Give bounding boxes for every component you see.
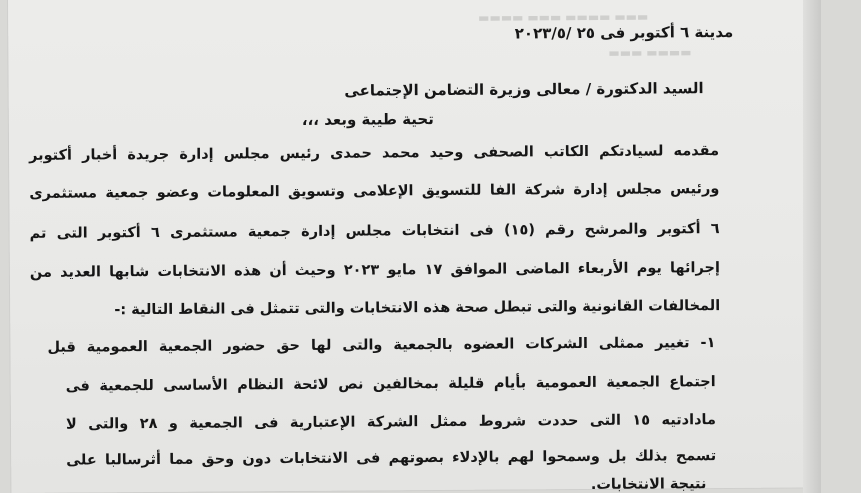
- addressee: السيد الدكتورة / معالى وزيرة التضامن الإجتماعى: [344, 79, 704, 100]
- body-line: المخالفات القانونية والتى تبطل صحة هذه الانتخابات والتى تتمثل فى النقاط التالية :-: [114, 298, 721, 319]
- point-line: نتيجة الانتخابات.: [590, 476, 707, 493]
- point-line: ١- تغيير ممثلى الشركات العضوه بالجمعية والتى لها حق حضور الجمعية العمومية قبل: [47, 335, 716, 356]
- paper-edge-shadow: [803, 0, 821, 493]
- body-line: مقدمه لسيادتكم الكاتب الصحفى وحيد محمد حمدى رئيس مجلس إدارة جريدة أخبار أكتوبر: [29, 143, 720, 164]
- point-line: مادادتيه ١٥ التى حددت شروط ممثل الشركة الإعتبارية فى الجمعية و ٢٨ والتى لا: [65, 412, 716, 433]
- body-line: ورئيس مجلس إدارة شركة الفا للتسويق الإعلامى وتسويق المعلومات وعضو جمعية مستثمرى: [29, 181, 720, 202]
- show-through-text: ▬▬▬ ▬▬▬▬ ▬▬▬ ▬▬▬▬: [478, 9, 649, 25]
- point-line: اجتماع الجمعية العمومية بأيام قليلة بمخالفين نص لائحة النظام الأساسى للجمعية فى: [65, 374, 716, 395]
- body-line: إجرائها يوم الأربعاء الماضى الموافق ١٧ مايو ٢٠٢٣ وحيث أن هذه الانتخابات شابها العديد من: [29, 260, 720, 281]
- greeting: تحية طيبة وبعد ،،،: [301, 110, 434, 129]
- place-date: مدينة ٦ أكتوبر فى ٢٥ /٢٠٢٣/٥: [514, 22, 734, 43]
- body-line: ٦ أكتوبر والمرشح رقم (١٥) فى انتخابات مجلس إدارة جمعية مستثمرى ٦ أكتوبر التى تم: [29, 221, 720, 242]
- point-line: تسمح بذلك بل وسمحوا لهم بالإدلاء بصوتهم فى الانتخابات دون وحق مما أثرسالبا على: [66, 448, 717, 469]
- show-through-text: ▬▬▬▬ ▬▬▬: [608, 45, 692, 60]
- letter-page: [8, 0, 806, 493]
